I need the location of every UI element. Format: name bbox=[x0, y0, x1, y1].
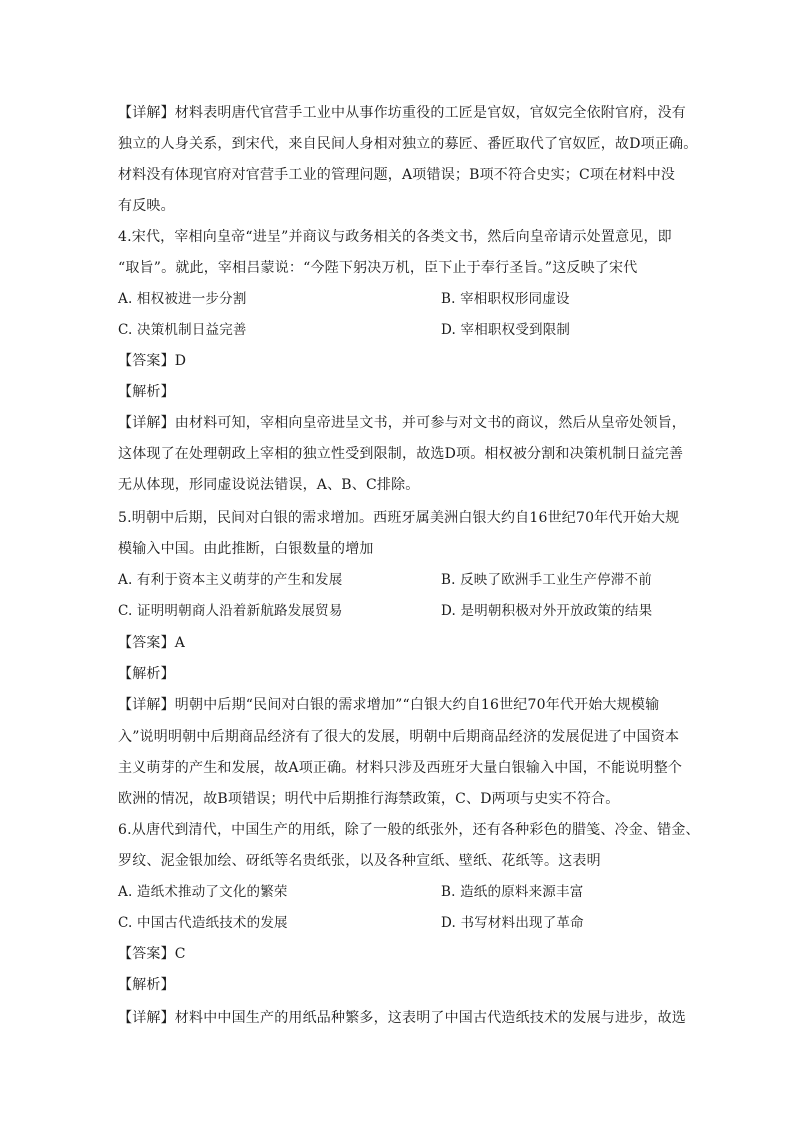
detail-line: 材料没有体现官府对官营手工业的管理问题，A项错误；B项不符合史实；C项在材料中没 bbox=[118, 167, 676, 183]
question-4-detail-line: 【详解】由材料可知，宰相向皇帝进呈文书，并可参与对文书的商议，然后从皇帝处领旨， bbox=[118, 415, 686, 431]
question-5-detail-line: 主义萌芽的产生和发展，故A项正确。材料只涉及西班牙大量白银输入中国，不能说明整个 bbox=[118, 760, 683, 776]
question-6-option-c: C. 中国古代造纸技术的发展 bbox=[118, 915, 288, 931]
question-6-detail-line: 【详解】材料中中国生产的用纸品种繁多，这表明了中国古代造纸技术的发展与进步，故选 bbox=[118, 1010, 686, 1026]
question-4-answer: 【答案】D bbox=[118, 353, 187, 369]
question-6-analysis-label: 【解析】 bbox=[118, 977, 175, 993]
question-5-option-b: B. 反映了欧洲手工业生产停滞不前 bbox=[441, 572, 652, 588]
question-6-stem-line: 罗纹、泥金银加绘、砑纸等名贵纸张，以及各种宣纸、壁纸、花纸等。这表明 bbox=[118, 853, 601, 869]
question-4-option-d: D. 宰相职权受到限制 bbox=[441, 322, 571, 338]
question-4-detail-line: 无从体现，形同虚设说法错误，A、B、C排除。 bbox=[118, 477, 420, 493]
question-6-option-a: A. 造纸术推动了文化的繁荣 bbox=[118, 884, 288, 900]
question-5-detail-line: 欧洲的情况，故B项错误；明代中后期推行海禁政策，C、D两项与史实不符合。 bbox=[118, 791, 620, 807]
question-5-analysis-label: 【解析】 bbox=[118, 666, 175, 682]
question-6-stem-line: 6.从唐代到清代，中国生产的用纸，除了一般的纸张外，还有各种彩色的腊笺、冷金、错金、 bbox=[118, 822, 700, 838]
question-4-analysis-label: 【解析】 bbox=[118, 384, 175, 400]
question-4-detail-line: 这体现了在处理朝政上宰相的独立性受到限制，故选D项。相权被分割和决策机制日益完善 bbox=[118, 446, 684, 462]
question-5-stem-line: 模输入中国。由此推断，白银数量的增加 bbox=[118, 541, 374, 557]
question-5-option-c: C. 证明明朝商人沿着新航路发展贸易 bbox=[118, 603, 343, 619]
question-5-detail-line: 【详解】明朝中后期“民间对白银的需求增加”“白银大约自16世纪70年代开始大规模输 bbox=[118, 697, 660, 713]
question-4-option-c: C. 决策机制日益完善 bbox=[118, 322, 247, 338]
question-5-option-a: A. 有利于资本主义萌芽的产生和发展 bbox=[118, 572, 343, 588]
question-5-stem-line: 5.明朝中后期，民间对白银的需求增加。西班牙属美洲白银大约自16世纪70年代开始大规 bbox=[118, 510, 680, 526]
question-4-stem-line: 4.宋代，宰相向皇帝“进呈”并商议与政务相关的各类文书，然后向皇帝请示处置意见，即 bbox=[118, 229, 672, 245]
question-6-option-d: D. 书写材料出现了革命 bbox=[441, 915, 584, 931]
question-5-option-d: D. 是明朝积极对外开放政策的结果 bbox=[441, 603, 653, 619]
question-5-detail-line: 入”说明明朝中后期商品经济有了很大的发展，明朝中后期商品经济的发展促进了中国资本 bbox=[118, 729, 680, 745]
question-6-option-b: B. 造纸的原料来源丰富 bbox=[441, 884, 584, 900]
detail-line: 【详解】材料表明唐代官营手工业中从事作坊重役的工匠是官奴，官奴完全依附官府，没有 bbox=[118, 105, 686, 121]
detail-line: 独立的人身关系，到宋代，来自民间人身相对独立的募匠、番匠取代了官奴匠，故D项正确。 bbox=[118, 136, 698, 152]
question-4-option-a: A. 相权被进一步分割 bbox=[118, 291, 247, 307]
detail-line: 有反映。 bbox=[118, 198, 175, 214]
question-4-option-b: B. 宰相职权形同虚设 bbox=[441, 291, 570, 307]
question-6-answer: 【答案】C bbox=[118, 946, 186, 962]
question-4-stem-line: “取旨”。就此，宰相吕蒙说：“今陛下躬决万机，臣下止于奉行圣旨。”这反映了宋代 bbox=[118, 260, 638, 276]
question-5-answer: 【答案】A bbox=[118, 635, 186, 651]
